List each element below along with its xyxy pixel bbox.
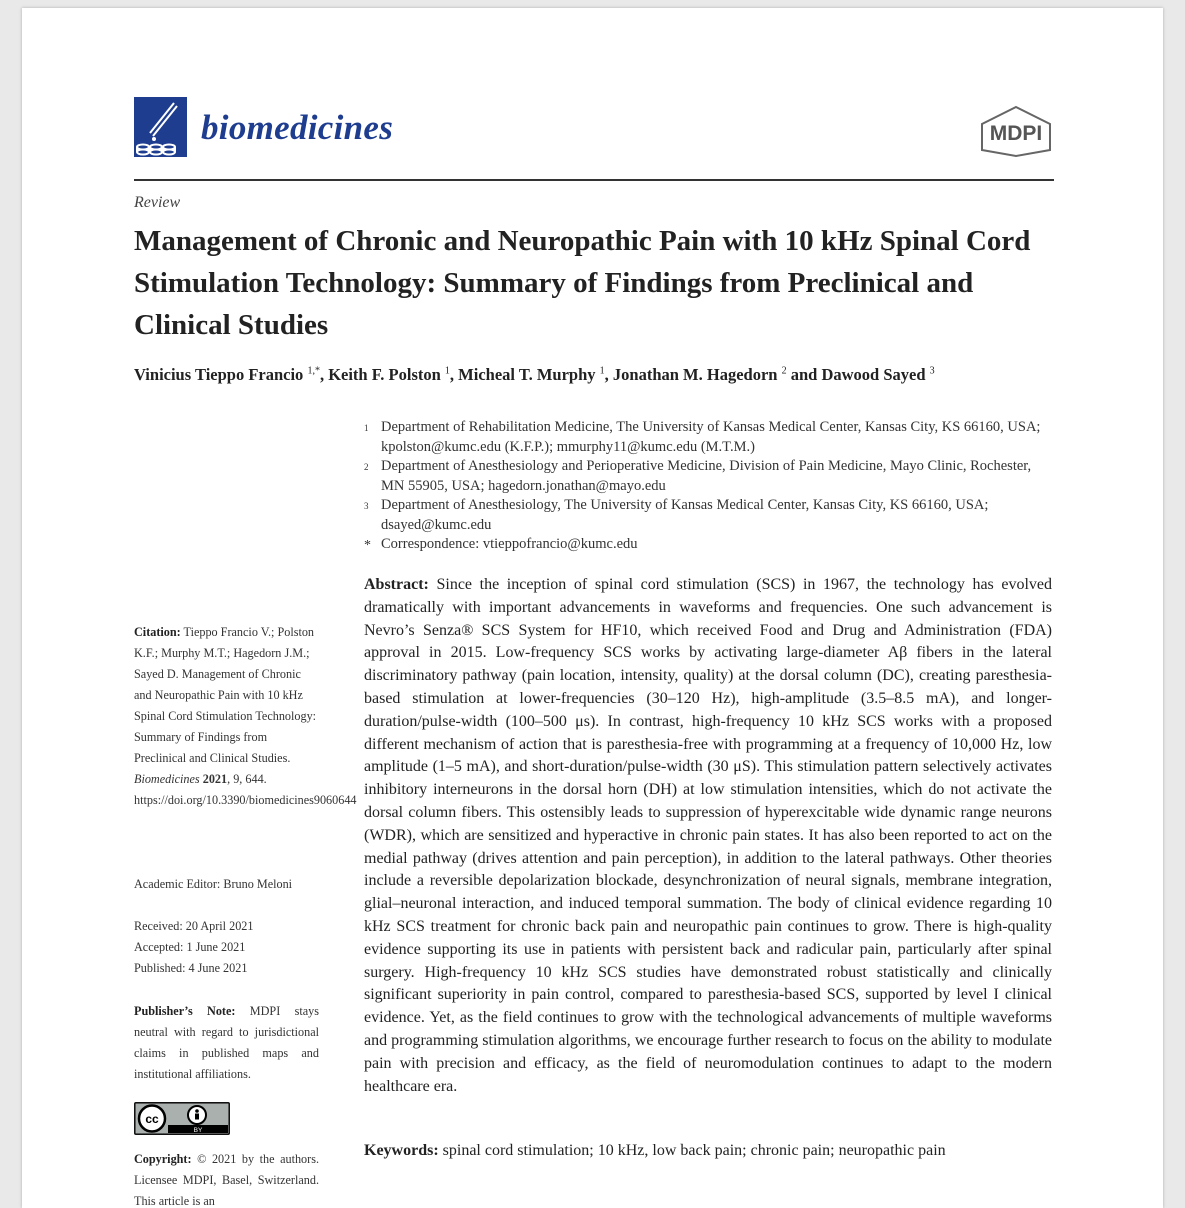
published-date: Published: 4 June 2021: [134, 961, 248, 975]
author: Jonathan M. Hagedorn: [612, 365, 778, 384]
abstract-label: Abstract:: [364, 576, 429, 593]
affiliation-text: Department of Rehabilitation Medicine, The University of Kansas Medical Center, Kansas City, KS 66160, USA; kpolston@kumc.edu (K.F.P.); mmurphy11@kumc.edu (M.T.M.): [381, 419, 1041, 455]
citation: [134, 622, 357, 811]
author: Micheal T. Murphy: [458, 365, 596, 384]
affiliation-item: [364, 457, 1054, 496]
copyright-label: Copyright:: [134, 1152, 192, 1166]
pipette-icon: [134, 97, 187, 157]
author-affiliation-mark: 3: [929, 365, 935, 377]
affiliation-text: Department of Anesthesiology and Perioperative Medicine, Division of Pain Medicine, Mayo Clinic, Rochester, MN 55905, USA; hagedorn.jonathan@mayo.edu: [381, 458, 1032, 494]
affiliation-text: Department of Anesthesiology, The University of Kansas Medical Center, Kansas City, KS 66160, USA; dsayed@kumc.edu: [381, 497, 989, 533]
journal-name: biomedicines: [201, 108, 394, 147]
publisher-note-text: MDPI stays neutral with regard to jurisdictional claims in published maps and institutional affiliations.: [134, 1004, 319, 1081]
keywords-label: Keywords:: [364, 1142, 439, 1159]
author: Keith F. Polston: [328, 365, 441, 384]
affiliations: [364, 418, 1054, 556]
publisher-note: [134, 1001, 319, 1085]
affiliation-mark: *: [364, 538, 371, 553]
copyright: [134, 1149, 319, 1208]
affiliation-mark: 2: [364, 462, 369, 472]
author: Dawood Sayed: [821, 365, 926, 384]
publisher-note-label: Publisher’s Note:: [134, 1004, 236, 1018]
article-title: Management of Chronic and Neuropathic Pain with 10 kHz Spinal Cord Stimulation Technology: Summary of Findings from Preclinical and Clinical Studies: [134, 225, 1031, 341]
citation-rest: , 9, 644. https://doi.org/10.3390/biomedicines9060644: [134, 772, 357, 807]
dates: [134, 916, 319, 979]
document-page: [22, 8, 1163, 1208]
author-affiliation-mark: 2: [781, 365, 787, 377]
affiliation-item: [364, 535, 1054, 556]
citation-label: Citation:: [134, 625, 181, 639]
keywords: [364, 1142, 1052, 1160]
author-affiliation-mark: 1: [444, 365, 450, 377]
author-affiliation-mark: 1,*: [307, 365, 320, 377]
copyright-text: © 2021 by the authors. Licensee MDPI, Basel, Switzerland. This article is an: [134, 1152, 319, 1208]
abstract: [364, 574, 1052, 1098]
citation-journal: Biomedicines: [134, 772, 200, 786]
affiliation-item: [364, 418, 1054, 457]
header-divider: [134, 179, 1054, 181]
citation-year: 2021: [202, 772, 228, 786]
received-date: Received: 20 April 2021: [134, 919, 254, 933]
affiliation-mark: 3: [364, 501, 369, 511]
author-affiliation-mark: 1: [599, 365, 605, 377]
cc-badge-label: BY: [193, 1127, 203, 1134]
publisher-logo: [977, 104, 1055, 158]
cc-by-icon: [134, 1102, 230, 1135]
citation-text: Tieppo Francio V.; Polston K.F.; Murphy M.T.; Hagedorn J.M.; Sayed D. Management of Chronic and Neuropathic Pain with 10 kHz Spinal Cord Stimulation Technology: Summary of Findings from Preclinical and Clinical Studies.: [134, 625, 317, 765]
author: Vinicius Tieppo Francio: [134, 365, 304, 384]
keywords-text: spinal cord stimulation; 10 kHz, low back pain; chronic pain; neuropathic pain: [442, 1142, 946, 1159]
publisher-name: MDPI: [989, 122, 1043, 145]
article-type: Review: [134, 194, 181, 211]
accepted-date: Accepted: 1 June 2021: [134, 940, 246, 954]
affiliation-item: [364, 496, 1054, 535]
affiliation-text: Correspondence: vtieppofrancio@kumc.edu: [381, 536, 638, 552]
abstract-text: Since the inception of spinal cord stimulation (SCS) in 1967, the technology has evolved dramatically with important advancements in waveforms and frequencies. One such advancement is Nevro’s Senza® SCS System for HF10, which received Food and Drug and Administration (FDA) approval in 2015. Low-frequency SCS works by activating large-diameter Aβ fibers in the lateral discriminatory pathway (pain location, intensity, quality) at the dorsal column (DC), creating paresthesia-based stimulation at lower-frequencies (30–120 Hz), high-amplitude (3.5–8.5 mA), and longer-duration/pulse-width (100–500 μs). In contrast, high-frequency 10 kHz SCS works with a proposed different mechanism of action that is paresthesia-free with programming at a frequency of 10,000 Hz, low amplitude (1–5 mA), and short-duration/pulse-width (30 μS). This stimulation pattern selectively activates inhibitory interneurons in the dorsal horn (DH) at low stimulation intensities, which do not activate the dorsal column fibers. This ostensibly leads to suppression of hyperexcitable wide dynamic range neurons (WDR), which are sensitized and hyperactive in chronic pain states. It has also been reported to act on the medial pathway (drives attention and pain perception), in addition to the lateral pathways. Other theories include a reversible depolarization blockade, desynchronization of neural signals, membrane integration, glial–neuronal interaction, and induced temporal summation. The body of clinical evidence regarding 10 kHz SCS treatment for chronic back pain and neuropathic pain continues to grow. There is high-quality evidence supporting its use in patients with persistent back and radicular pain, particularly after spinal surgery. High-frequency 10 kHz SCS studies have demonstrated robust statistically and clinically significant superiority in pain control, compared to paresthesia-based SCS, supported by level I clinical evidence. Yet, as the field continues to grow with the technological advancements of multiple waveforms and programming stimulation algorithms, we encourage further research to focus on the ability to modulate pain with precision and efficacy, as the field of neuromodulation continues to adapt to the modern healthcare era.: [364, 576, 1053, 1095]
author-list: Vinicius Tieppo Francio $^{1,*}$, Keith F. Polston $^1$, Micheal T. Murphy $^1$, Jonathan M. Hagedorn $^2$ and Dawood Sayed $^3$: [134, 365, 935, 384]
cc-license-badge[interactable]: [134, 1102, 230, 1135]
academic-editor: Academic Editor: Bruno Meloni: [134, 877, 293, 891]
svg-text:cc: cc: [145, 1112, 159, 1126]
journal-logo: [134, 97, 187, 157]
affiliation-mark: 1: [364, 423, 369, 433]
